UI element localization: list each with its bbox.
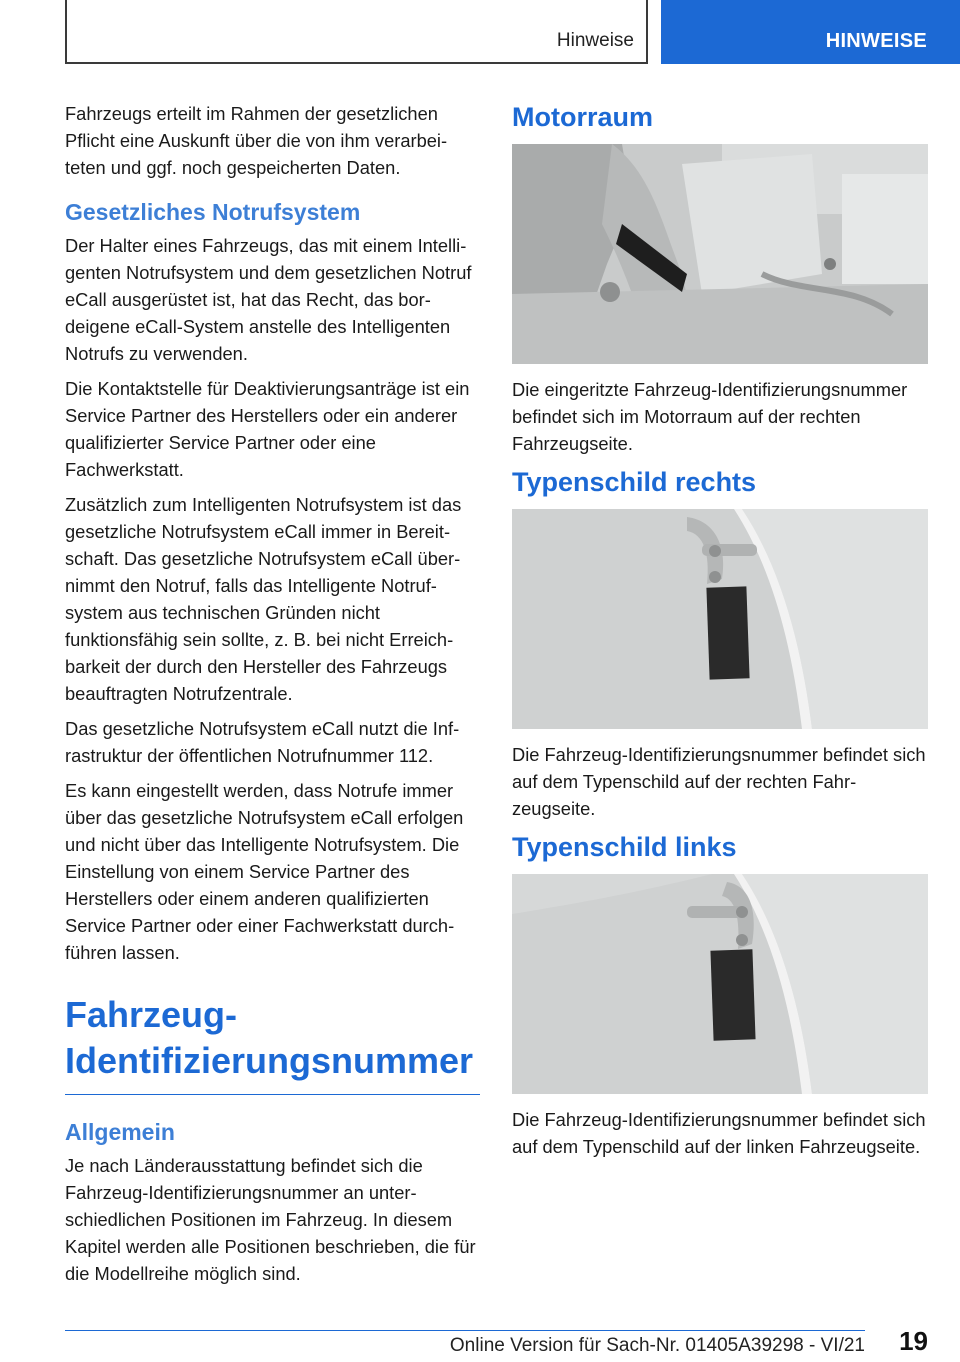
footer-divider: [65, 1330, 865, 1331]
heading-typenschild-rechts: Typenschild rechts: [512, 467, 757, 497]
paragraph-einstellung: Es kann eingestellt werden, dass Notrufe immer über das gesetzliche Notrufsystem eCall erfolgen und nicht über das Intelligente Notrufsystem. Die Einstellung von einem Service Partner des Herstellers oder einem anderen qualifizierten Service Partner oder einer Fachwerkstatt durchführen lassen.: [65, 780, 464, 963]
header-chapter-tab[interactable]: HINWEISE: [661, 0, 960, 64]
caption-motorraum: Die eingeritzte Fahrzeug-Identifizierungsnummer befindet sich im Motorraum auf der rechten Fahrzeugseite.: [512, 379, 908, 454]
left-column: [65, 100, 480, 1295]
paragraph-allgemein: Je nach Länderausstattung befindet sich die Fahrzeug-Identifizierungsnummer an unterschiedlichen Positionen im Fahrzeug. In diesem Kapitel werden alle Positionen beschrieben, die für die Modellreihe möglich sind.: [65, 1155, 476, 1284]
paragraph-ecall-bereitschaft: Zusätzlich zum Intelligenten Notrufsystem ist das gesetzliche Notrufsystem eCall immer in Bereitschaft. Das gesetzliche Notrufsystem eCall übernimmt den Notruf, falls das Intelligente Notrufsystem aus technischen Gründen nicht funktionsfähig sein sollte, z. B. bei nicht Erreichbarkeit der durch den Hersteller des Fahrzeugs beauftragten Notrufzentrale.: [65, 494, 462, 704]
heading-allgemein: Allgemein: [65, 1119, 175, 1145]
right-column: [512, 100, 928, 1168]
type-plate-left-illustration: [512, 874, 928, 1094]
paragraph-notrufnummer: Das gesetzliche Notrufsystem eCall nutzt die Infrastruktur der öffentlichen Notrufnummer 112.: [65, 718, 460, 766]
paragraph-halter: Der Halter eines Fahrzeugs, das mit einem Intelligenten Notrufsystem und dem gesetzlichen Notruf eCall ausgerüstet ist, hat das Recht, das bordeigene eCall-System anstelle des Intelligenten Notrufs zu verwenden.: [65, 235, 472, 364]
type-plate-right-illustration: [512, 509, 928, 729]
caption-typenschild-links: Die Fahrzeug-Identifizierungsnummer befindet sich auf dem Typenschild auf der linken Fahrzeugseite.: [512, 1109, 926, 1157]
paragraph-data-info: Fahrzeugs erteilt im Rahmen der gesetzlichen Pflicht eine Auskunft über die von ihm verarbeiteten und ggf. noch gespeicherten Daten.: [65, 103, 448, 178]
heading-motorraum: Motorraum: [512, 102, 653, 132]
header-section-label: Hinweise: [556, 30, 634, 51]
page-number: 19: [899, 1326, 928, 1356]
chapter-title: Fahrzeug-Identifizierungsnummer: [65, 992, 480, 1095]
header-section-box: [65, 0, 648, 64]
heading-typenschild-links: Typenschild links: [512, 832, 737, 862]
caption-typenschild-rechts: Die Fahrzeug-Identifizierungsnummer befindet sich auf dem Typenschild auf der rechten Fahrzeugseite.: [512, 744, 926, 819]
paragraph-kontaktstelle: Die Kontaktstelle für Deaktivierungsanträge ist ein Service Partner des Herstellers oder ein anderer qualifizierter Service Partner oder eine Fachwerkstatt.: [65, 378, 470, 480]
heading-notrufsystem: Gesetzliches Notrufsystem: [65, 199, 361, 225]
footer-online-version: Online Version für Sach-Nr. 01405A39298 - VI/21: [449, 1335, 865, 1356]
engine-bay-illustration: [512, 144, 928, 364]
